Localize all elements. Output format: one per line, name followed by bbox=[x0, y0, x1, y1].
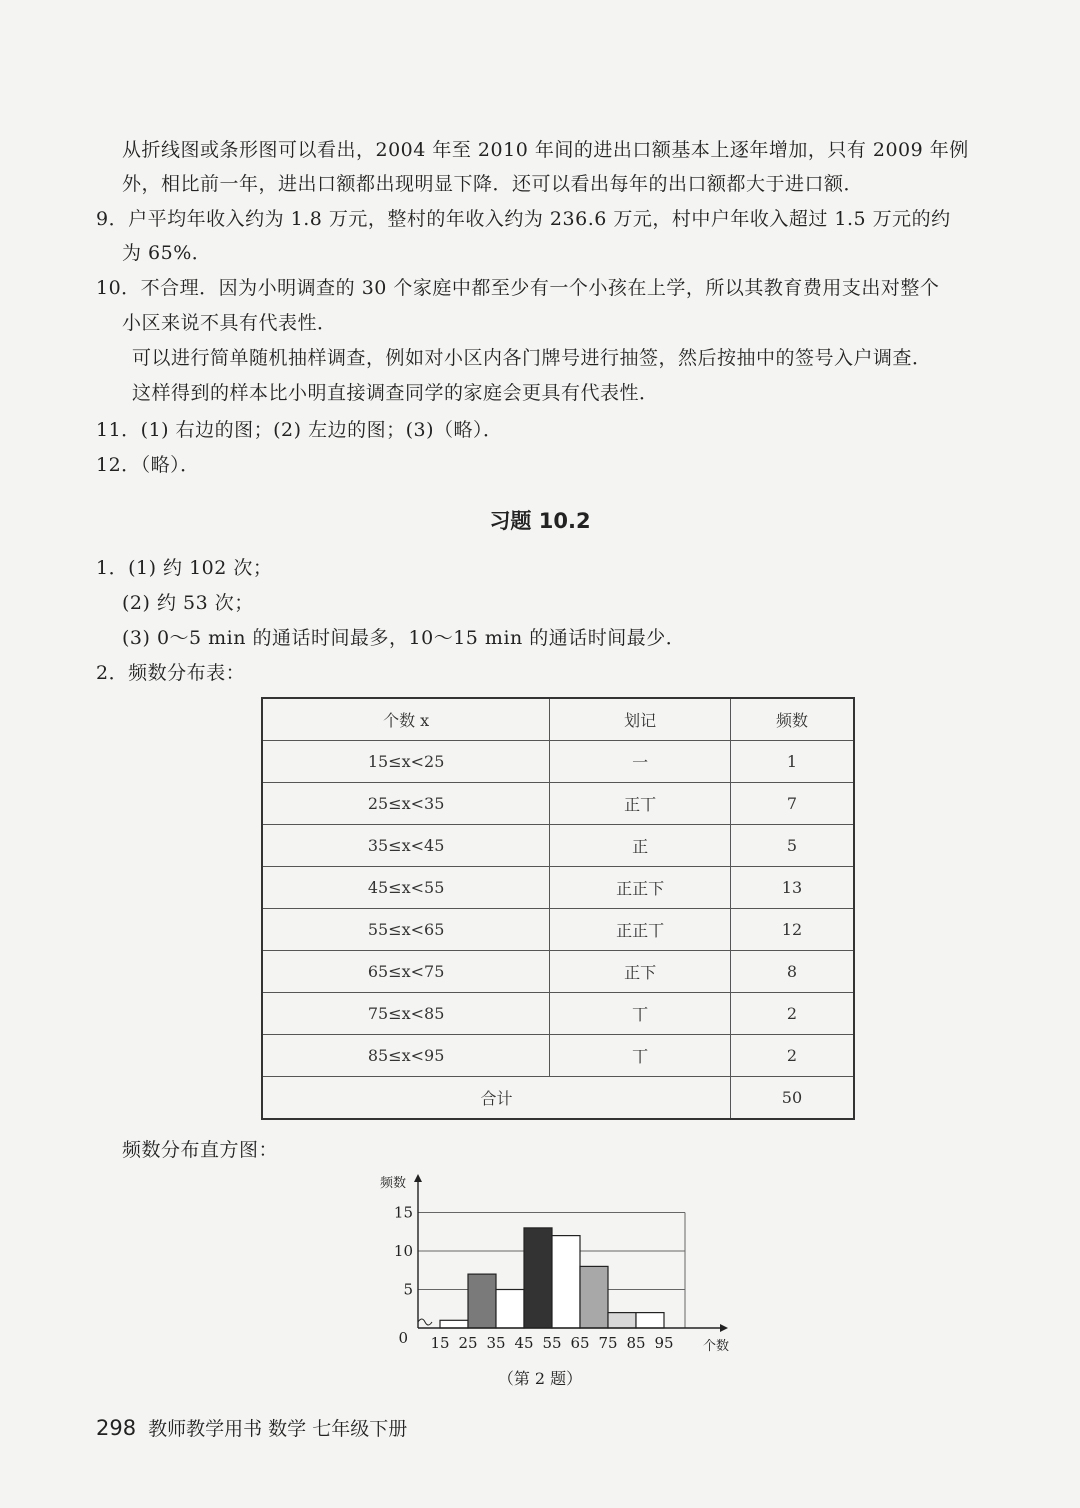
table-row bbox=[262, 825, 854, 867]
y-tick-label: 5 bbox=[403, 1280, 413, 1299]
tally-cell: 丅 bbox=[550, 1035, 731, 1077]
frequency-cell: 2 bbox=[730, 1035, 854, 1077]
y-tick-label: 0 bbox=[398, 1329, 408, 1347]
total-label: 合计 bbox=[262, 1077, 730, 1120]
range-cell: 55≤x<65 bbox=[262, 909, 550, 951]
answer-10: 10．不合理．因为小明调查的 30 个家庭中都至少有一个小孩在上学，所以其教育费用支出对整个 bbox=[96, 277, 940, 299]
table-row bbox=[262, 783, 854, 825]
exercise-1-part-2: (2) 约 53 次； bbox=[122, 592, 254, 614]
histogram-bar bbox=[496, 1290, 524, 1329]
chart-caption: （第 2 题） bbox=[497, 1369, 583, 1388]
histogram-bar bbox=[524, 1228, 552, 1328]
paragraph-line: 为 65%． bbox=[122, 242, 212, 264]
histogram-bar bbox=[636, 1313, 664, 1328]
frequency-cell: 12 bbox=[730, 909, 854, 951]
histogram-bar bbox=[468, 1274, 496, 1328]
x-tick-label: 15 bbox=[430, 1334, 450, 1352]
x-tick-label: 55 bbox=[542, 1334, 562, 1352]
x-tick-label: 65 bbox=[570, 1334, 590, 1352]
x-tick-label: 95 bbox=[654, 1334, 674, 1352]
paragraph-line: 外，相比前一年，进出口额都出现明显下降．还可以看出每年的出口额都大于进口额． bbox=[122, 173, 864, 195]
range-cell: 65≤x<75 bbox=[262, 951, 550, 993]
tally-cell: 正正下 bbox=[550, 867, 731, 909]
x-tick-label: 85 bbox=[626, 1334, 646, 1352]
table-row bbox=[262, 867, 854, 909]
y-tick-label: 15 bbox=[393, 1203, 413, 1222]
page-number: 298 bbox=[96, 1416, 137, 1440]
table-row bbox=[262, 951, 854, 993]
range-cell: 45≤x<55 bbox=[262, 867, 550, 909]
section-title: 习题 10.2 bbox=[489, 509, 591, 533]
exercise-1-part-3: (3) 0～5 min 的通话时间最多，10～15 min 的通话时间最少． bbox=[122, 627, 686, 649]
paragraph-line: 从折线图或条形图可以看出，2004 年至 2010 年间的进出口额基本上逐年增加，只有 2009 年例 bbox=[122, 139, 969, 161]
table-row bbox=[262, 741, 854, 783]
answer-12: 12．（略）． bbox=[96, 454, 200, 476]
column-header: 个数 x bbox=[262, 698, 550, 741]
tally-cell: 正下 bbox=[550, 951, 731, 993]
paragraph-line: 这样得到的样本比小明直接调查同学的家庭会更具有代表性． bbox=[132, 382, 659, 404]
range-cell: 15≤x<25 bbox=[262, 741, 550, 783]
tally-cell: 正 bbox=[550, 825, 731, 867]
tally-cell: 一 bbox=[550, 741, 731, 783]
x-tick-label: 35 bbox=[486, 1334, 506, 1352]
total-value: 50 bbox=[730, 1077, 854, 1120]
histogram-bar bbox=[440, 1320, 468, 1328]
x-axis-arrow bbox=[720, 1324, 728, 1332]
histogram-chart bbox=[370, 1165, 750, 1365]
column-header: 频数 bbox=[730, 698, 854, 741]
axis-break bbox=[418, 1319, 432, 1325]
y-axis-label: 频数 bbox=[380, 1176, 407, 1191]
chart-bars bbox=[440, 1228, 664, 1328]
frequency-cell: 5 bbox=[730, 825, 854, 867]
y-tick-label: 10 bbox=[393, 1242, 413, 1260]
tally-cell: 正丅 bbox=[550, 783, 731, 825]
x-tick-label: 75 bbox=[598, 1334, 618, 1352]
column-header: 划记 bbox=[550, 698, 731, 741]
frequency-cell: 2 bbox=[730, 993, 854, 1035]
x-tick-label: 25 bbox=[458, 1334, 478, 1352]
paragraph-line: 可以进行简单随机抽样调查，例如对小区内各门牌号进行抽签，然后按抽中的签号入户调查． bbox=[132, 347, 932, 369]
exercise-1-part-1: 1．(1) 约 102 次； bbox=[96, 557, 273, 579]
book-title: 教师教学用书 数学 七年级下册 bbox=[148, 1418, 408, 1440]
x-axis-label: 个数 bbox=[703, 1339, 730, 1354]
histogram-label: 频数分布直方图： bbox=[122, 1139, 279, 1161]
histogram-bar bbox=[608, 1313, 636, 1328]
y-axis-arrow bbox=[414, 1174, 422, 1182]
range-cell: 75≤x<85 bbox=[262, 993, 550, 1035]
tally-cell: 正正丅 bbox=[550, 909, 731, 951]
table-header-row bbox=[262, 698, 854, 741]
frequency-cell: 13 bbox=[730, 867, 854, 909]
table-row bbox=[262, 1035, 854, 1077]
table-row bbox=[262, 909, 854, 951]
frequency-table bbox=[261, 697, 855, 1120]
answer-11: 11．(1) 右边的图；(2) 左边的图；(3)（略）． bbox=[96, 419, 503, 441]
range-cell: 35≤x<45 bbox=[262, 825, 550, 867]
page-footer bbox=[96, 1414, 407, 1441]
table-total-row bbox=[262, 1077, 854, 1120]
histogram-bar bbox=[580, 1266, 608, 1328]
range-cell: 85≤x<95 bbox=[262, 1035, 550, 1077]
frequency-cell: 8 bbox=[730, 951, 854, 993]
range-cell: 25≤x<35 bbox=[262, 783, 550, 825]
x-tick-label: 45 bbox=[514, 1334, 534, 1352]
tally-cell: 丅 bbox=[550, 993, 731, 1035]
frequency-cell: 1 bbox=[730, 741, 854, 783]
paragraph-line: 小区来说不具有代表性． bbox=[122, 312, 337, 334]
histogram-bar bbox=[552, 1236, 580, 1328]
answer-9: 9．户平均年收入约为 1.8 万元，整村的年收入约为 236.6 万元，村中户年收入超过 1.5 万元的约 bbox=[96, 208, 951, 230]
table-row bbox=[262, 993, 854, 1035]
exercise-2-label: 2．频数分布表： bbox=[96, 662, 246, 684]
frequency-cell: 7 bbox=[730, 783, 854, 825]
